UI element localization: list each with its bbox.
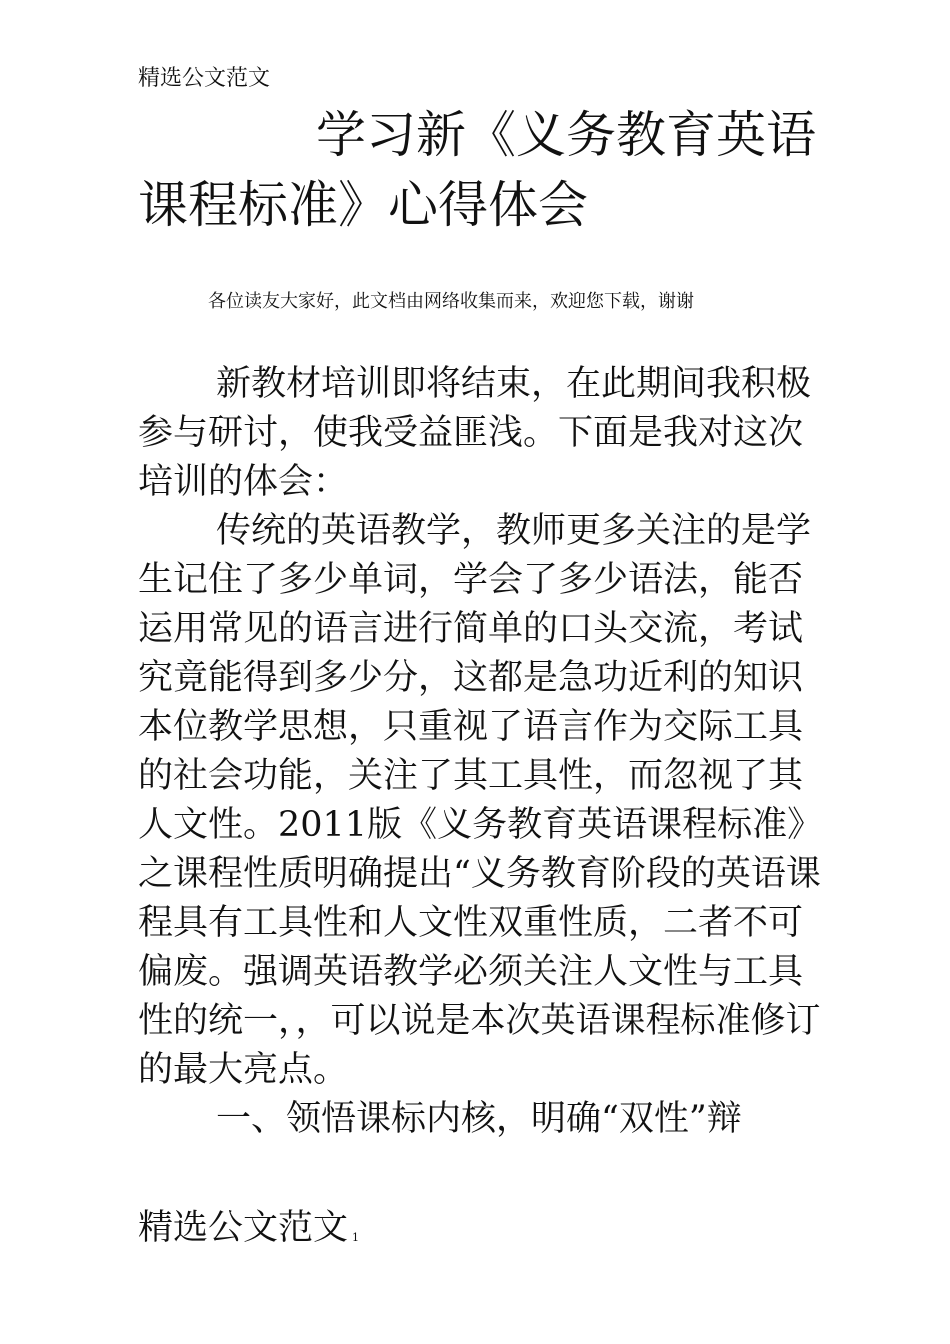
document-body (138, 360, 828, 1144)
paragraph-section-one-heading: 一、领悟课标内核，明确“双性”辩 (216, 1099, 742, 1139)
paragraph-intro: 新教材培训即将结束，在此期间我积极参与研讨，使我受益匪浅。下面是我对这次培训的体会： (138, 364, 812, 502)
page-footer (138, 1204, 359, 1253)
page-number: 1 (352, 1231, 360, 1244)
download-note: 各位读友大家好，此文档由网络收集而来，欢迎您下载，谢谢 (208, 291, 694, 312)
page-header-label: 精选公文范文 (138, 66, 271, 91)
document-title: 学习新《义务教育英语课程标准》心得体会 (138, 106, 816, 234)
paragraph-traditional-teaching: 传统的英语教学，教师更多关注的是学生记住了多少单词，学会了多少语法，能否运用常见的语言进行简单的口头交流，考试究竟能得到多少分，这都是急功近利的知识本位教学思想，只重视了语言作为交际工具的社会功能，关注了其工具性，而忽视了其人文性。2011版《义务教育英语课程标准》之课程性质明确提出“义务教育阶段的英语课程具有工具性和人文性双重性质，二者不可偏废。强调英语教学必须关注人文性与工具性的统一，，可以说是本次英语课程标准修订的最大亮点。 (138, 511, 823, 1090)
footer-label: 精选公文范文 (138, 1208, 349, 1248)
